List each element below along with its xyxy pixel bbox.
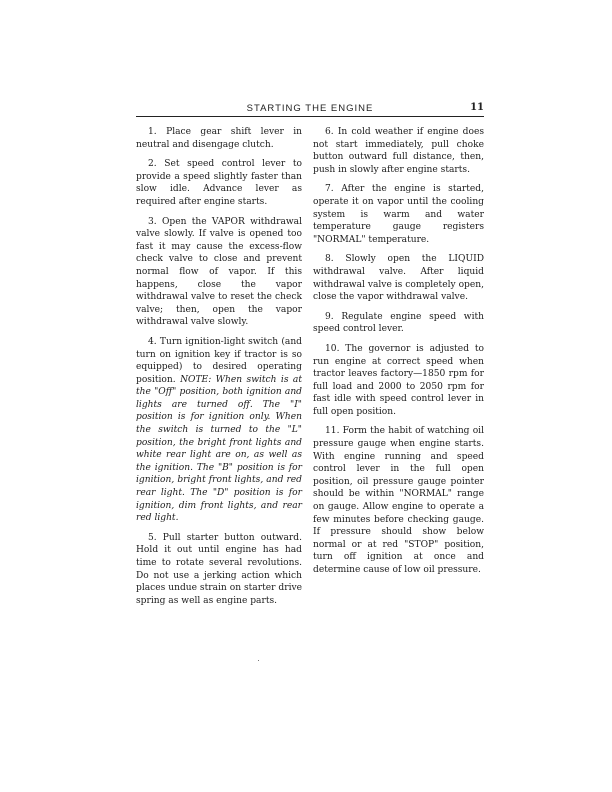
step-9: 9. Regulate engine speed with speed control lever. — [313, 311, 484, 335]
step-6: 6. In cold weather if engine does not start immediately, pull choke button outward full distance, then, push in slowly after engine starts. — [313, 127, 484, 175]
header-title: STARTING THE ENGINE — [246, 103, 374, 114]
left-column — [136, 126, 302, 614]
step-8: 8. Slowly open the LIQUID withdrawal valve. After liquid withdrawal valve is completely open, close the vapor withdrawal valve. — [313, 254, 484, 303]
step-11: 11. Form the habit of watching oil pressure gauge when engine starts. With engine running and speed control lever in the full open position, oil pressure gauge pointer should be within "NORMAL" range on gauge. Allow engine to operate a few minutes before checking gauge. If pressure should show below normal or at red "STOP" position, turn off ignition at once and determine cause of low oil pressure. — [313, 426, 484, 575]
step-10: 10. The governor is adjusted to run engine at correct speed when tractor leaves factory—1850 rpm for full load and 2000 to 2050 rpm for fast idle with speed control lever in full open position. — [313, 343, 484, 417]
step-4-text: 4. Turn ignition-light switch (and turn on ignition key if tractor is so equipped) to desired operating position. — [136, 336, 302, 385]
step-7: 7. After the engine is started, operate it on vapor until the cooling system is warm and water temperature gauge registers "NORMAL" temperature. — [313, 184, 484, 245]
step-5: 5. Pull starter button outward. Hold it out until engine has had time to rotate several revolutions. Do not use a jerking action which places undue strain on starter drive spring as well as engine parts. — [136, 532, 302, 606]
step-2: 2. Set speed control lever to provide a speed slightly faster than slow idle. Advance lever as required after engine starts. — [136, 159, 302, 207]
page-number: 11 — [470, 102, 484, 113]
step-1: 1. Place gear shift lever in neutral and disengage clutch. — [136, 127, 302, 150]
page-header — [136, 100, 484, 117]
right-column — [313, 126, 484, 584]
scan-speck — [258, 660, 259, 661]
step-3: 3. Open the VAPOR withdrawal valve slowly. If valve is opened too fast it may cause the excess-flow check valve to close and prevent normal flow of vapor. If this happens, close the vapor withdrawal valve to reset the check valve; then, open the vapor withdrawal valve slowly. — [136, 216, 302, 328]
step-4 — [136, 336, 302, 525]
step-4-note: NOTE: When switch is at the "Off" position, both ignition and lights are turned off. The "I" position is for ignition only. When the switch is turned to the "L" position, the bright front lights and white rear light are on, as well as the ignition. The "B" position is for ignition, bright front lights, and red rear light. The "D" position is for ignition, dim front lights, and rear red light. — [136, 374, 302, 524]
